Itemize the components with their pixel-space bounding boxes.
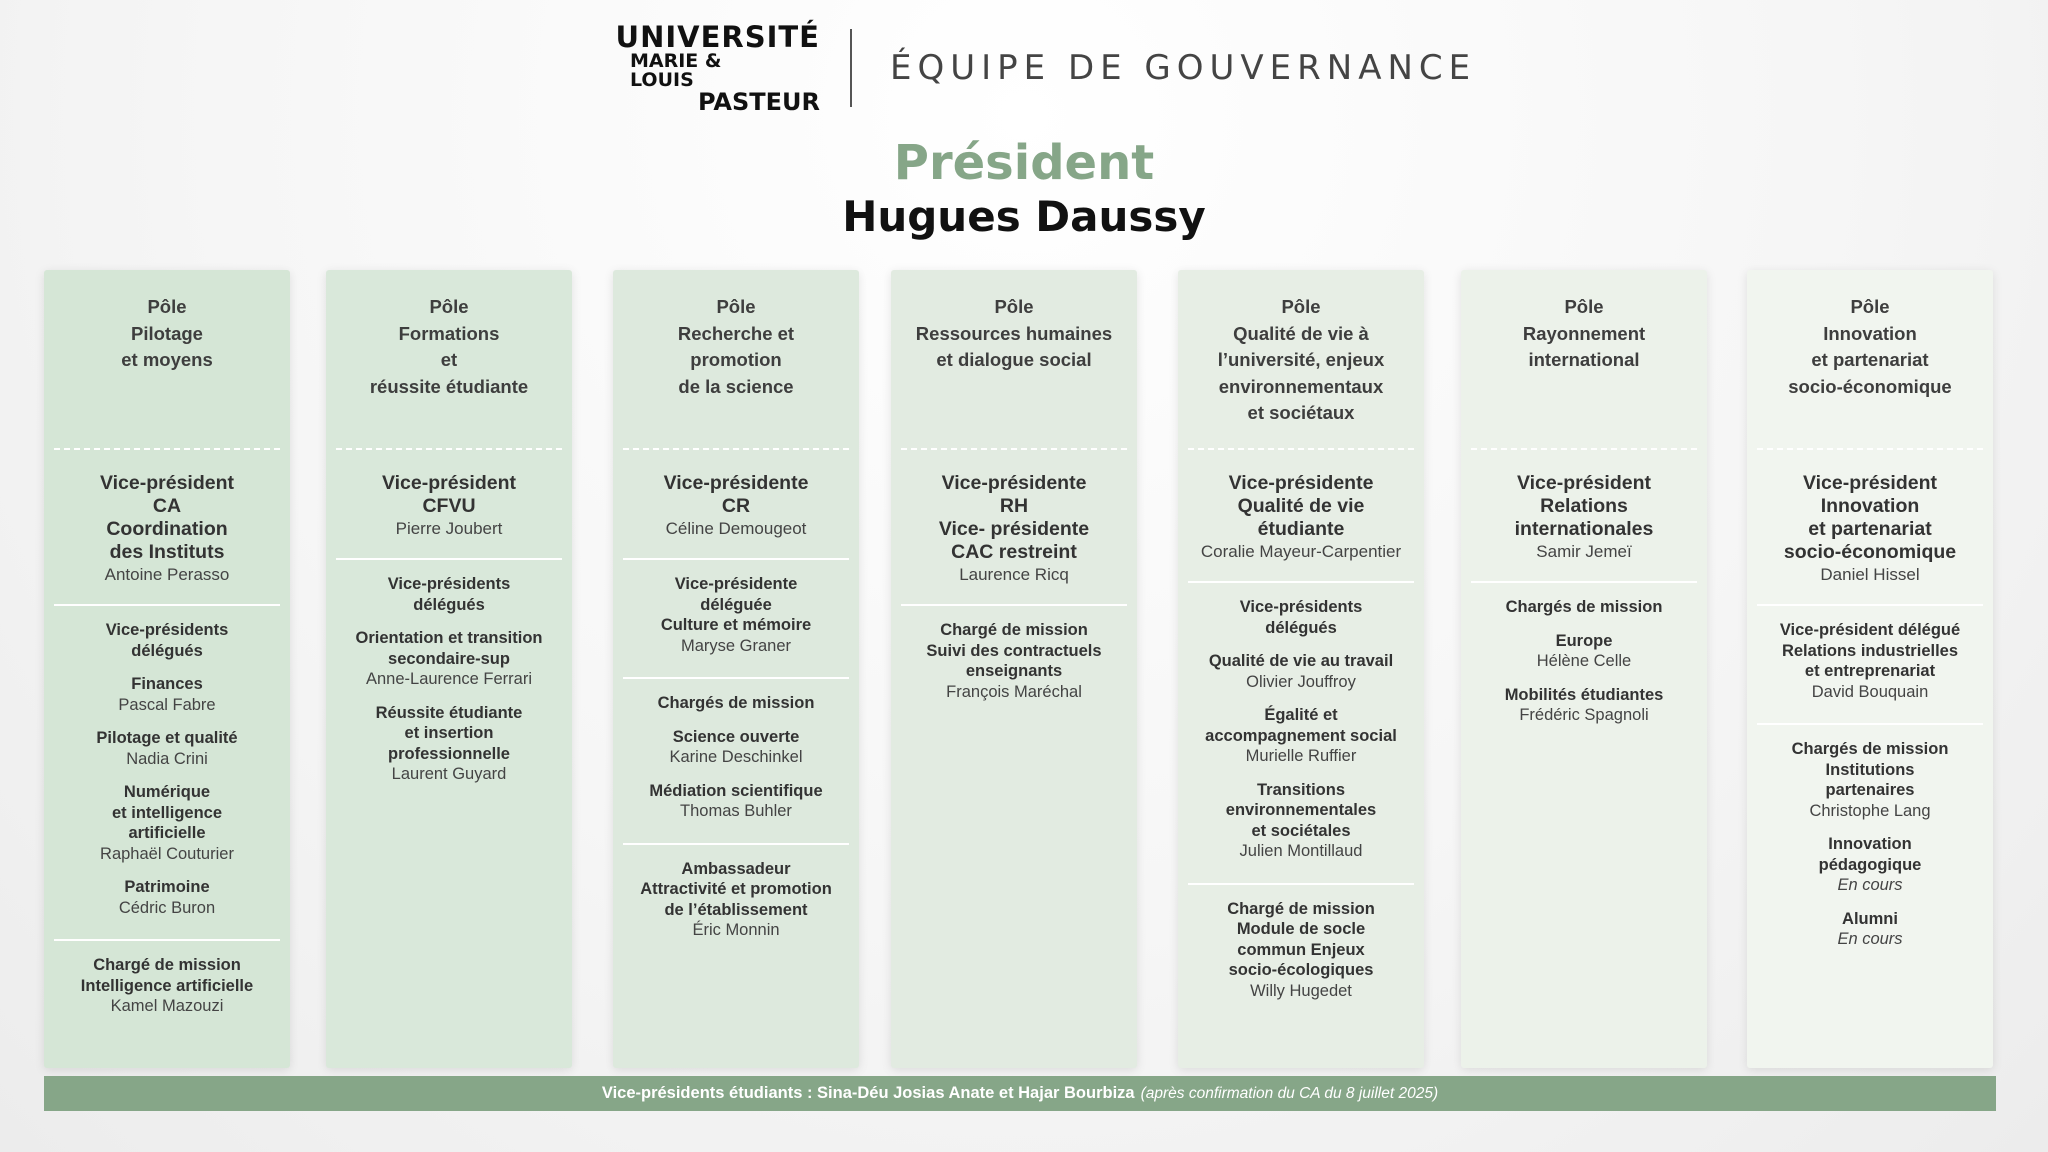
vp-role: Vice-président Innovation et partenariat socio-économique — [1783, 472, 1957, 563]
person-name: Maryse Graner — [680, 636, 792, 655]
person-name: En cours — [1837, 930, 1903, 948]
role-title: Vice-présidents délégués — [1239, 598, 1363, 637]
logo-line-2: MARIE & LOUIS — [630, 49, 722, 91]
student-vp-text: Vice-présidents étudiants : Sina-Déu Josias Anate et Hajar Bourbiza — [601, 1084, 1135, 1102]
person-name: Kamel Mazouzi — [110, 997, 224, 1015]
person-name: Julien Montillaud — [1239, 842, 1363, 860]
role-title: Chargés de mission — [1505, 598, 1663, 616]
role-entry — [1753, 739, 1987, 821]
role-title: Chargé de mission Module de socle commun Enjeux socio-écologiques — [1227, 899, 1375, 979]
person-name: Murielle Ruffier — [1245, 747, 1357, 765]
vp-role: Vice-président Relations internationales — [1514, 472, 1654, 540]
role-title: Vice-présidents délégués — [105, 621, 229, 660]
role-entry — [619, 859, 853, 941]
pole-header — [1747, 270, 1993, 448]
pole-header — [613, 270, 859, 448]
role-title: Médiation scientifique — [649, 781, 823, 800]
president-block — [0, 132, 2048, 240]
vp-name: Daniel Hissel — [1820, 565, 1920, 584]
vice-president-block — [326, 450, 572, 558]
role-entry — [1467, 685, 1701, 726]
pole-title: Pôle Formations et réussite étudiante — [369, 296, 529, 397]
person-name: Olivier Jouffroy — [1246, 672, 1356, 691]
role-group — [1461, 583, 1707, 747]
role-title: Vice-présidents délégués — [387, 575, 511, 614]
president-name: Hugues Daussy — [842, 192, 1206, 241]
role-title: Transitions environnementales et sociétales — [1225, 780, 1377, 840]
person-name: Willy Hugedet — [1250, 981, 1352, 1000]
role-group — [1178, 583, 1424, 883]
person-name: François Maréchal — [946, 682, 1082, 701]
role-entry — [50, 620, 284, 661]
vice-president-block — [44, 450, 290, 604]
page-title: ÉQUIPE DE GOUVERNANCE — [890, 48, 1477, 88]
person-name: Nadia Crini — [126, 749, 208, 768]
vp-name: Laurence Ricq — [959, 565, 1069, 584]
role-group — [613, 560, 859, 677]
role-title: Qualité de vie au travail — [1208, 652, 1394, 670]
role-title: Innovation pédagogique — [1818, 835, 1922, 874]
pole-column — [1461, 270, 1707, 1068]
vice-president-block — [891, 450, 1137, 604]
header — [615, 19, 1477, 116]
role-entry — [1467, 631, 1701, 672]
footer-banner — [44, 1076, 1996, 1111]
role-entry — [332, 628, 566, 690]
role-entry — [332, 574, 566, 615]
role-group — [613, 679, 859, 843]
role-title: Finances — [131, 675, 203, 693]
role-entry — [619, 693, 853, 714]
pole-title: Pôle Pilotage et moyens — [121, 296, 213, 370]
pole-header — [326, 270, 572, 448]
pole-header — [891, 270, 1137, 448]
pole-column — [326, 270, 572, 1068]
role-title: Chargés de mission — [657, 694, 815, 712]
vp-role: Vice-président CFVU — [381, 472, 517, 517]
vp-name: Céline Demougeot — [665, 519, 807, 538]
role-entry — [1753, 909, 1987, 950]
role-group — [44, 606, 290, 939]
role-entry — [1753, 620, 1987, 702]
person-name: Éric Monnin — [692, 921, 780, 939]
pole-column — [613, 270, 859, 1068]
role-title: Numérique et intelligence artificielle — [111, 783, 223, 842]
vp-name: Antoine Perasso — [104, 565, 230, 584]
vp-role: Vice-président CA Coordination des Instituts — [99, 472, 235, 563]
logo-line-1: UNIVERSITÉ — [615, 19, 820, 54]
role-entry — [897, 620, 1131, 702]
vp-role: Vice-présidente RH Vice- présidente CAC restreint — [938, 472, 1090, 563]
pole-title: Pôle Qualité de vie à l’université, enjeux environnementaux et sociétaux — [1217, 296, 1385, 423]
role-title: Vice-président délégué Relations industrielles et entreprenariat — [1779, 621, 1961, 680]
role-group — [1747, 725, 1993, 971]
person-name: Hélène Celle — [1536, 652, 1632, 670]
footer-note: (après confirmation du CA du 8 juillet 2025) — [1140, 1084, 1439, 1102]
role-group — [613, 845, 859, 962]
role-entry — [1184, 705, 1418, 767]
role-title: Europe — [1555, 631, 1613, 650]
vice-president-block — [1461, 450, 1707, 581]
header-divider — [850, 29, 852, 107]
pole-column — [1178, 270, 1424, 1068]
role-entry — [50, 782, 284, 864]
role-title: Chargés de mission Institutions partenaires — [1791, 740, 1949, 799]
pole-header — [44, 270, 290, 448]
person-name: Pascal Fabre — [118, 695, 216, 714]
pole-title: Pôle Recherche et promotion de la science — [677, 296, 795, 397]
vp-name: Pierre Joubert — [395, 519, 503, 538]
pole-column — [1747, 270, 1993, 1068]
vp-name: Coralie Mayeur-Carpentier — [1200, 542, 1402, 561]
person-name: Frédéric Spagnoli — [1519, 706, 1649, 724]
role-title: Alumni — [1842, 909, 1898, 928]
role-entry — [1467, 597, 1701, 618]
person-name: Thomas Buhler — [680, 802, 792, 820]
role-title: Vice-présidente déléguée Culture et mémoire — [660, 575, 812, 634]
role-entry — [1184, 899, 1418, 1002]
role-entry — [332, 703, 566, 785]
pole-column — [891, 270, 1137, 1068]
role-entry — [1184, 651, 1418, 692]
vice-president-block — [1747, 450, 1993, 604]
role-title: Chargé de mission Suivi des contractuels enseignants — [926, 621, 1102, 680]
president-label: Président — [893, 135, 1155, 191]
person-name: En cours — [1837, 876, 1903, 894]
vice-president-block — [1178, 450, 1424, 581]
vp-role: Vice-présidente Qualité de vie étudiante — [1228, 472, 1374, 540]
person-name: Karine Deschinkel — [669, 748, 803, 766]
role-group — [891, 606, 1137, 723]
role-entry — [50, 728, 284, 769]
pole-title: Pôle Innovation et partenariat socio-économique — [1788, 296, 1952, 397]
vp-name: Samir Jemeï — [1536, 542, 1632, 561]
person-name: David Bouquain — [1811, 682, 1929, 701]
role-entry — [619, 781, 853, 822]
role-group — [1747, 606, 1993, 723]
role-entry — [1753, 834, 1987, 896]
role-entry — [619, 727, 853, 768]
role-title: Égalité et accompagnement social — [1205, 706, 1397, 745]
person-name: Anne-Laurence Ferrari — [366, 670, 532, 688]
pole-header — [1178, 270, 1424, 448]
pole-header — [1461, 270, 1707, 448]
vp-role: Vice-présidente CR — [663, 472, 809, 517]
person-name: Raphaël Couturier — [100, 844, 234, 863]
role-title: Orientation et transition secondaire-sup — [355, 629, 543, 668]
role-title: Pilotage et qualité — [96, 729, 238, 747]
role-title: Réussite étudiante et insertion professionnelle — [375, 703, 523, 763]
role-group — [326, 560, 572, 806]
role-title: Mobilités étudiantes — [1504, 685, 1664, 704]
role-title: Patrimoine — [124, 878, 210, 896]
role-entry — [50, 955, 284, 1017]
person-name: Laurent Guyard — [391, 765, 507, 783]
role-entry — [50, 674, 284, 715]
pole-title: Pôle Rayonnement international — [1522, 296, 1646, 370]
role-entry — [1184, 597, 1418, 638]
person-name: Christophe Lang — [1809, 801, 1931, 820]
role-entry — [1184, 780, 1418, 862]
role-title: Chargé de mission Intelligence artificielle — [80, 956, 254, 995]
role-title: Science ouverte — [672, 727, 800, 746]
role-title: Ambassadeur Attractivité et promotion de l’établissement — [640, 859, 832, 919]
role-entry — [50, 877, 284, 918]
pole-column — [44, 270, 290, 1068]
role-group — [44, 941, 290, 1038]
vice-president-block — [613, 450, 859, 558]
role-group — [1178, 885, 1424, 1023]
person-name: Cédric Buron — [118, 898, 216, 917]
logo-line-3: PASTEUR — [698, 87, 820, 116]
university-logo — [615, 19, 820, 116]
pole-title: Pôle Ressources humaines et dialogue social — [915, 296, 1113, 370]
role-entry — [619, 574, 853, 656]
